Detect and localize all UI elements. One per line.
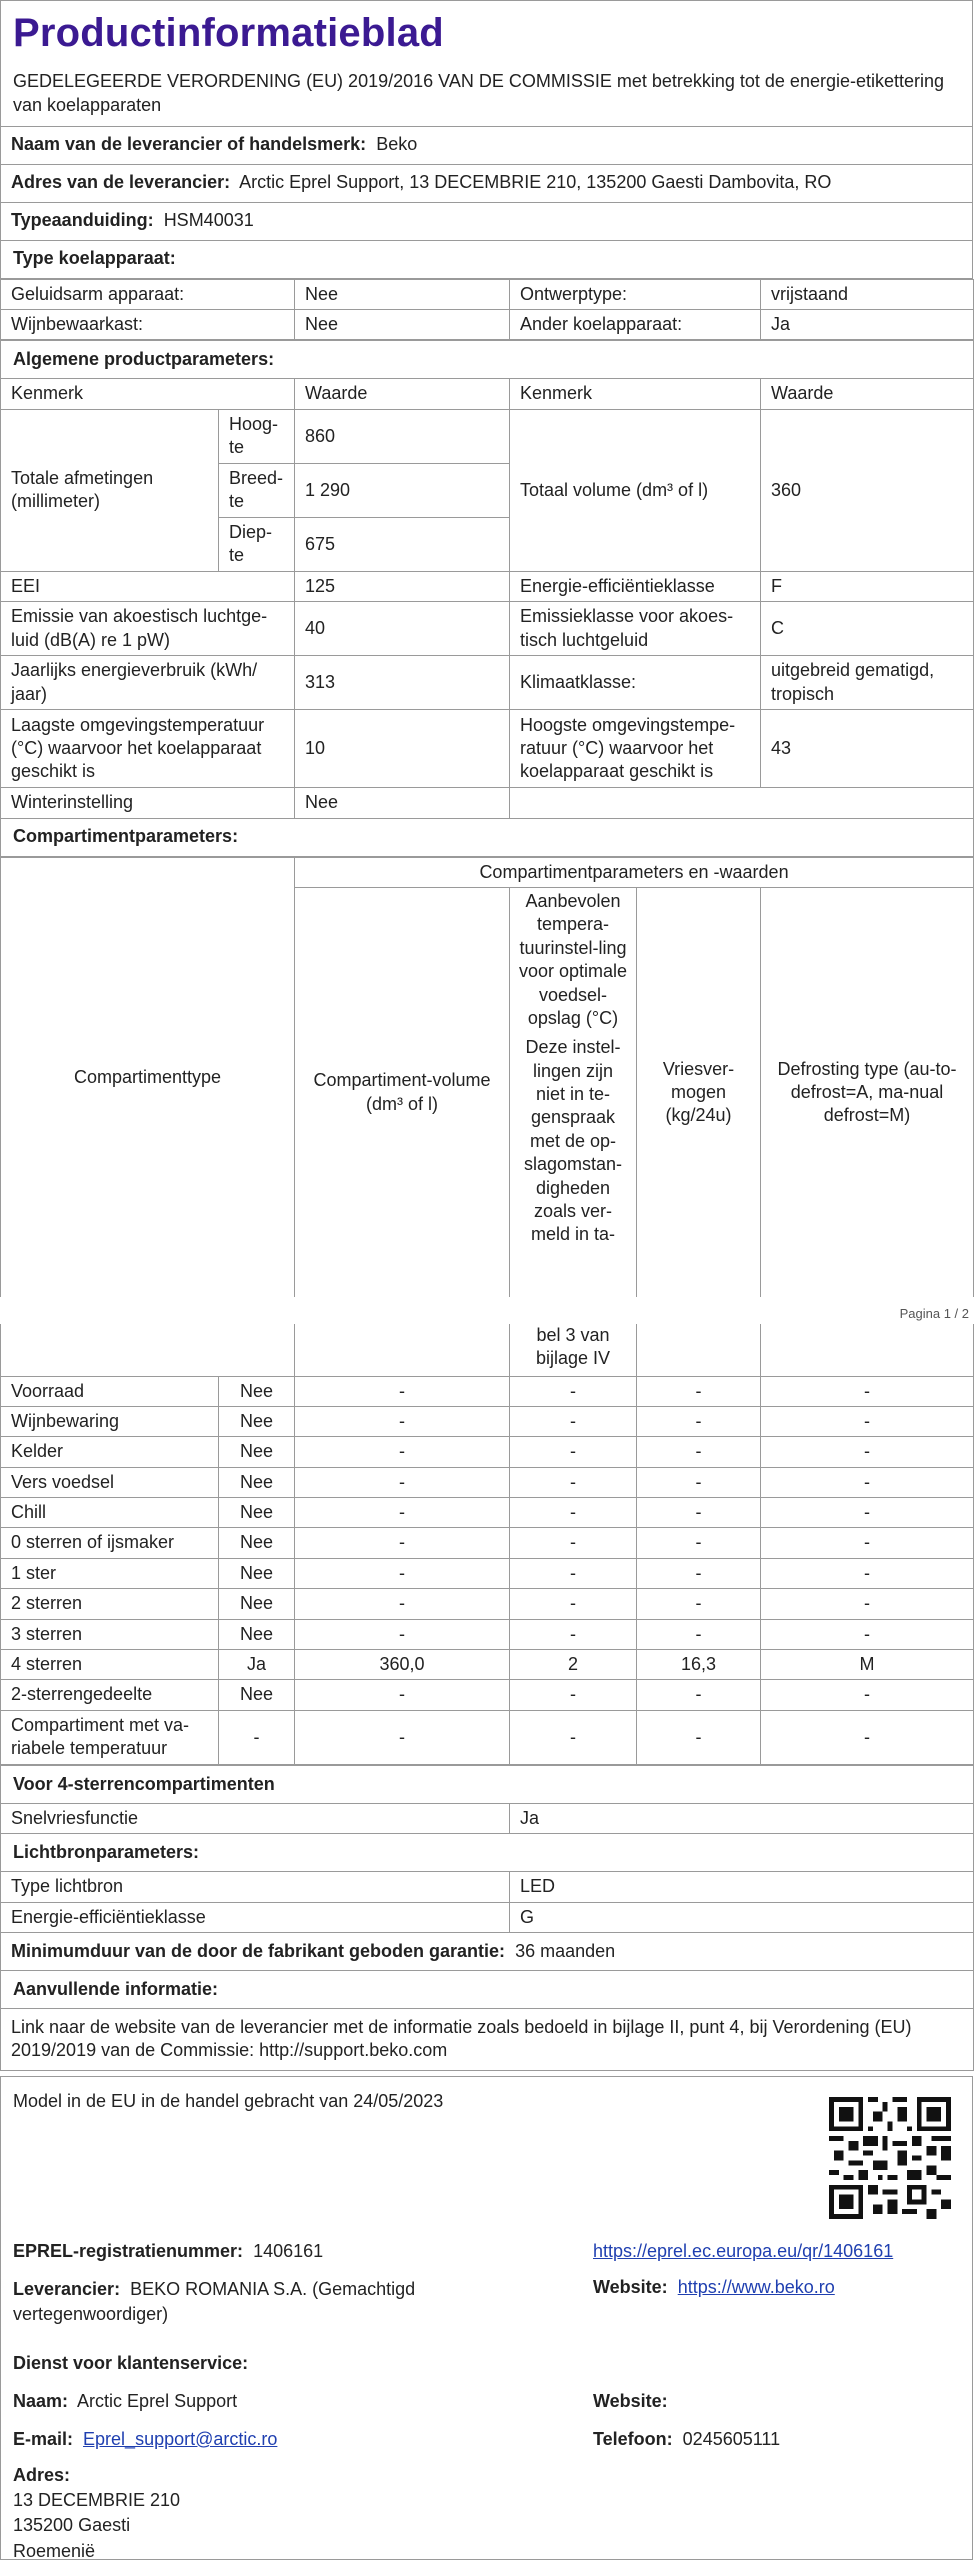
warranty-row: Minimumduur van de door de fabrikant geboden garantie: 36 maanden bbox=[1, 1932, 974, 1970]
table-row: Kelder Nee - - - - bbox=[1, 1437, 974, 1467]
supplier-name: Beko bbox=[376, 134, 418, 155]
address-block: Adres: 13 DECEMBRIE 210 135200 Gaesti Roemenië bbox=[13, 2465, 181, 2561]
supplier-name-row: Naam van de leverancier of handelsmerk: Beko bbox=[1, 126, 973, 164]
website-row: Website: https://www.beko.ro bbox=[593, 2277, 835, 2297]
general-params-table: Algemene productparameters: Kenmerk Waarde Kenmerk Waarde Totale afmetingen (millimeter) Hoog-te 860 Totaal volume (dm³ of l) 360 Breed-te 1 290 Diep-te 675 EEI 125 Energie-efficiëntieklasse F Emissie van akoestisch luchtge-luid (dB(A) re 1 pW) 40 Emissieklasse voor akoes-tisch luchtgeluid C Jaarlijks energieverbruik (kWh/ jaar) 313 Klimaatklasse: uitgebreid gematigd, tropisch Laagste omgevingstemperatuur (°C) waarvoor het koelapparaat geschikt is 10 Hoogste omgevingstempe-ratuur (°C) waarvoor het koelapparaat geschikt is 43 Winterinstelling Nee Compartimentparameters: bbox=[0, 340, 974, 856]
defrost-type-header: Defrosting type (au-to-defrost=A, ma-nual defrost=M) bbox=[761, 887, 974, 1297]
market-date-text: Model in de EU in de handel gebracht van 24/05/2023 bbox=[13, 2091, 444, 2111]
supplier-address: Arctic Eprel Support, 13 DECEMBRIE 210, 135200 Gaesti Dambovita, RO bbox=[239, 172, 832, 193]
header-table bbox=[0, 0, 973, 279]
table-row: Chill Nee - - - - bbox=[1, 1498, 974, 1528]
type-section-title: Type koelapparaat: bbox=[1, 240, 973, 278]
website-link[interactable]: https://www.beko.ro bbox=[677, 2277, 835, 2297]
compartment-section-title: Compartimentparameters: bbox=[1, 818, 974, 856]
four-star-table: Voor 4-sterrencompartimenten Snelvriesfunctie Ja Lichtbronparameters: Type lichtbron LED Energie-efficiëntieklasse G Minimumduur van de door de fabrikant geboden garantie: 36 maanden Aanvullende informatie: Link naar de website van de leverancier met de informatie zoals bedoeld in bijlage II, punt 4, bij Verordening (EU) 2019/2019 van de Commissie: http://support.beko.com bbox=[0, 1765, 974, 2071]
width-value: 1 290 bbox=[295, 463, 510, 517]
regulation-subtitle: GEDELEGEERDE VERORDENING (EU) 2019/2016 VAN DE COMMISSIE met betrekking tot de energie-etikettering van koelapparaten bbox=[13, 71, 945, 116]
sheet-page-2 bbox=[0, 1324, 973, 2071]
customer-service-title: Dienst voor klantenservice: bbox=[13, 2353, 249, 2373]
email-row: E-mail: Eprel_support@arctic.ro bbox=[13, 2429, 278, 2449]
total-volume-value: 360 bbox=[761, 409, 974, 571]
type-table: Geluidsarm apparaat: Nee Ontwerptype: vrijstaand Wijnbewaarkast: Nee Ander koelapparaat: Ja bbox=[0, 279, 974, 341]
depth-value: 675 bbox=[295, 517, 510, 571]
supplier-legal-name: BEKO ROMANIA S.A. (Gemachtigd vertegenwoordiger) bbox=[13, 2279, 416, 2325]
supplier-address-row: Adres van de leverancier: Arctic Eprel Support, 13 DECEMBRIE 210, 135200 Gaesti Dambovita, RO bbox=[1, 164, 973, 202]
general-section-title: Algemene productparameters: bbox=[1, 341, 974, 379]
extra-info-text: Link naar de website van de leverancier met de informatie zoals bedoeld in bijlage II, punt 4, bij Verordening (EU) 2019/2019 van de Commissie: http://support.beko.com bbox=[1, 2008, 974, 2070]
eprel-number-row: EPREL-registratienummer: 1406161 bbox=[13, 2241, 324, 2261]
four-star-section-title: Voor 4-sterrencompartimenten bbox=[1, 1765, 974, 1803]
table-row: 0 sterren of ijsmaker Nee - - - - bbox=[1, 1528, 974, 1558]
service-website-label: Website: bbox=[593, 2391, 668, 2411]
warranty-value: 36 maanden bbox=[515, 1940, 616, 1961]
energy-class-value: F bbox=[761, 571, 974, 601]
qr-code-icon[interactable] bbox=[829, 2097, 951, 2219]
page-number: Pagina 1 / 2 bbox=[899, 1306, 969, 1321]
table-row: 2 sterren Nee - - - - bbox=[1, 1589, 974, 1619]
table-row: Compartiment met va-riabele temperatuur - - - - - bbox=[1, 1710, 974, 1764]
eprel-link[interactable]: https://eprel.ec.europa.eu/qr/1406161 bbox=[593, 2241, 894, 2261]
supplier-row: Leverancier: BEKO ROMANIA S.A. (Gemachtigd vertegenwoordiger) bbox=[13, 2279, 416, 2325]
table-row: Vers voedsel Nee - - - - bbox=[1, 1467, 974, 1497]
table-row: Voorraad Nee - - - - bbox=[1, 1376, 974, 1406]
compartment-table: bel 3 van bijlage IV Voorraad Nee - - - - Wijnbewaring Nee - - - - Kelder Nee - - - - Vers voedsel Nee - - - - Chill Nee - - - - 0 sterren of ijsmaker Nee - - - - 1 ster Nee - - - - 2 sterren Nee - - - - 3 sterren Nee - - - - 4 sterren Ja 360,0 2 16,3 M 2-sterrengedeelte Nee - - - - Compartiment met va-riabele temperatuur - - - - - bbox=[0, 1324, 974, 1765]
total-volume-label: Totaal volume (dm³ of l) bbox=[510, 409, 761, 571]
temperature-header: Aanbevolen tempera-tuurinstel-ling voor optimale voedsel-opslag (°C) Deze instel-lingen zijn niet in te-genspraak met de op-slagomstan-digheden zoals ver-meld in ta- bbox=[510, 887, 637, 1297]
height-value: 860 bbox=[295, 409, 510, 463]
table-row: 1 ster Nee - - - - bbox=[1, 1558, 974, 1588]
table-row: 2-sterrengedeelte Nee - - - - bbox=[1, 1680, 974, 1710]
light-class-value: G bbox=[510, 1902, 974, 1932]
phone-row: Telefoon: 0245605111 bbox=[593, 2429, 781, 2449]
light-type-value: LED bbox=[510, 1872, 974, 1902]
eprel-number: 1406161 bbox=[253, 2241, 324, 2261]
model-row: Typeaanduiding: HSM40031 bbox=[1, 202, 973, 240]
eprel-info-box bbox=[0, 2076, 973, 2560]
fast-freeze-value: Ja bbox=[510, 1803, 974, 1833]
freezing-capacity-header: Vriesver-mogen (kg/24u) bbox=[637, 887, 761, 1297]
page-title: Productinformatieblad bbox=[13, 11, 444, 55]
compartment-header-table bbox=[0, 857, 974, 1298]
table-row: 4 sterren Ja 360,0 2 16,3 M bbox=[1, 1650, 974, 1680]
extra-section-title: Aanvullende informatie: bbox=[1, 1970, 974, 2008]
table-row: 3 sterren Nee - - - - bbox=[1, 1619, 974, 1649]
service-name-row: Naam: Arctic Eprel Support bbox=[13, 2391, 238, 2411]
table-row: Wijnbewaring Nee - - - - bbox=[1, 1406, 974, 1436]
model-identifier: HSM40031 bbox=[163, 210, 254, 231]
phone-number: 0245605111 bbox=[682, 2429, 781, 2449]
email-link[interactable]: Eprel_support@arctic.ro bbox=[83, 2429, 278, 2449]
volume-header: Compartiment-volume (dm³ of l) bbox=[295, 887, 510, 1297]
compartment-type-header: Compartimenttype bbox=[1, 857, 295, 1297]
light-section-title: Lichtbronparameters: bbox=[1, 1834, 974, 1872]
compartment-group-header: Compartimentparameters en -waarden bbox=[295, 857, 974, 887]
dimensions-label: Totale afmetingen (millimeter) bbox=[1, 409, 219, 571]
